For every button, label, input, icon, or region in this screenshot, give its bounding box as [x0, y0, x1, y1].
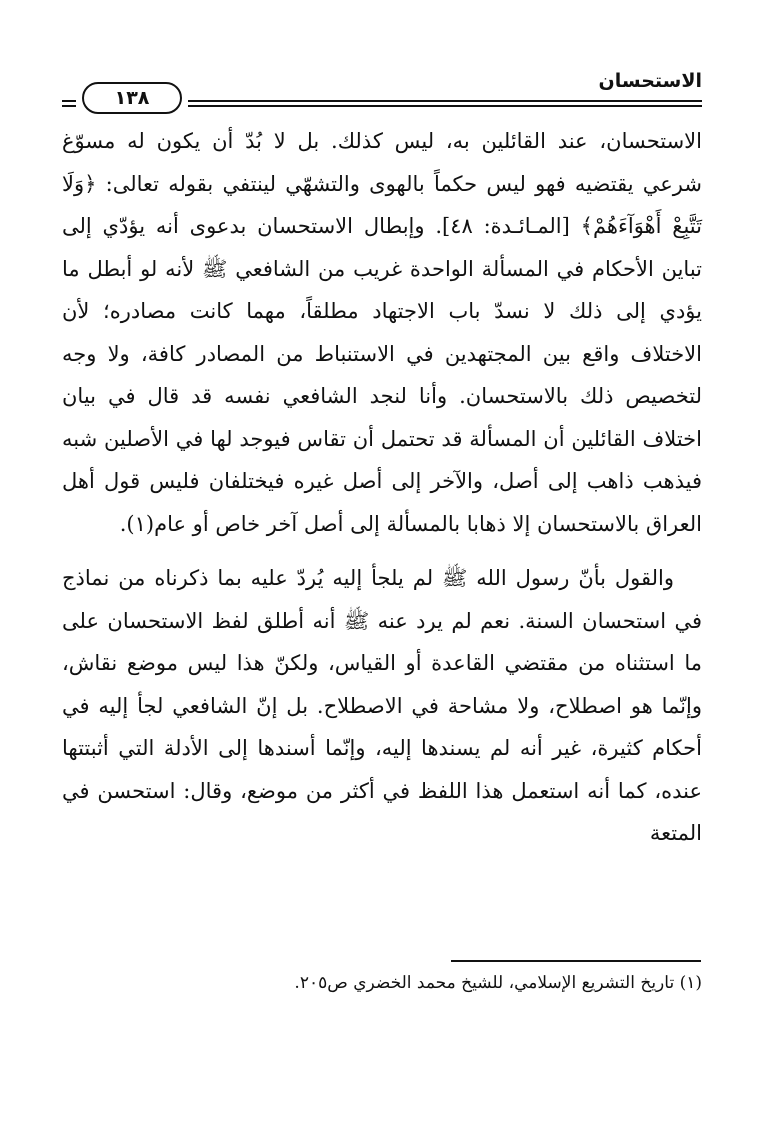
page-header — [62, 64, 702, 114]
page-number-container — [76, 80, 188, 116]
paragraph-1: الاستحسان، عند القائلين به، ليس كذلك. بل لا بُدّ أن يكون له مسوّغ شرعي يقتضيه فهو ليس حكماً بالهوى والتشهّي لينتفي بقوله تعالى: ﴿وَلَا تَتَّبِعْ أَهْوَآءَهُمْ﴾ [المـائـدة: ٤٨]. وإبطال الاستحسان بدعوى أنه يؤدّي إلى تباين الأحكام في المسألة الواحدة غريب من الشافعي ﷺ لأنه لو أبطل ما يؤدي إلى ذلك لا نسدّ باب الاجتهاد مطلقاً، مهما كانت مصادره؛ لأن الاختلاف واقع بين المجتهدين في الاستنباط من المصادر كافة، ولا وجه لتخصيص ذلك بالاستحسان. وأنا لنجد الشافعي نفسه قد قال في بيان اختلاف القائلين أن المسألة قد تحتمل أن تقاس فيوجد لها في الأصلين شبه فيذهب ذاهب إلى أصل، والآخر إلى أصل غيره فيختلفان فليس قول أهل العراق بالاستحسان إلا ذهابا بالمسألة إلى أصل آخر خاص أو عام(١). — [62, 129, 702, 536]
footnote-separator — [451, 960, 701, 962]
main-text — [62, 120, 702, 855]
page-number: ١٣٨ — [82, 82, 182, 114]
running-title: الاستحسان — [598, 70, 702, 92]
footnote: (١) تاريخ التشريع الإسلامي، للشيخ محمد الخضري ص٢٠٥. — [294, 973, 702, 993]
paragraph-2: والقول بأنّ رسول الله ﷺ لم يلجأ إليه يُردّ عليه بما ذكرناه من نماذج في استحسان السنة. نعم لم يرد عنه ﷺ أنه أطلق لفظ الاستحسان على ما استثناه من مقتضي القاعدة أو القياس، ولكنّ هذا ليس موضع نقاش، وإنّما هو اصطلاح، ولا مشاحة في الاصطلاح. بل إنّ الشافعي لجأ إليه في أحكام كثيرة، غير أنه لم يسندها إليه، وإنّما أسندها إلى الأدلة التي أثبتتها عنده، كما أنه استعمل هذا اللفظ في أكثر من موضع، وقال: استحسن في المتعة — [62, 566, 702, 845]
